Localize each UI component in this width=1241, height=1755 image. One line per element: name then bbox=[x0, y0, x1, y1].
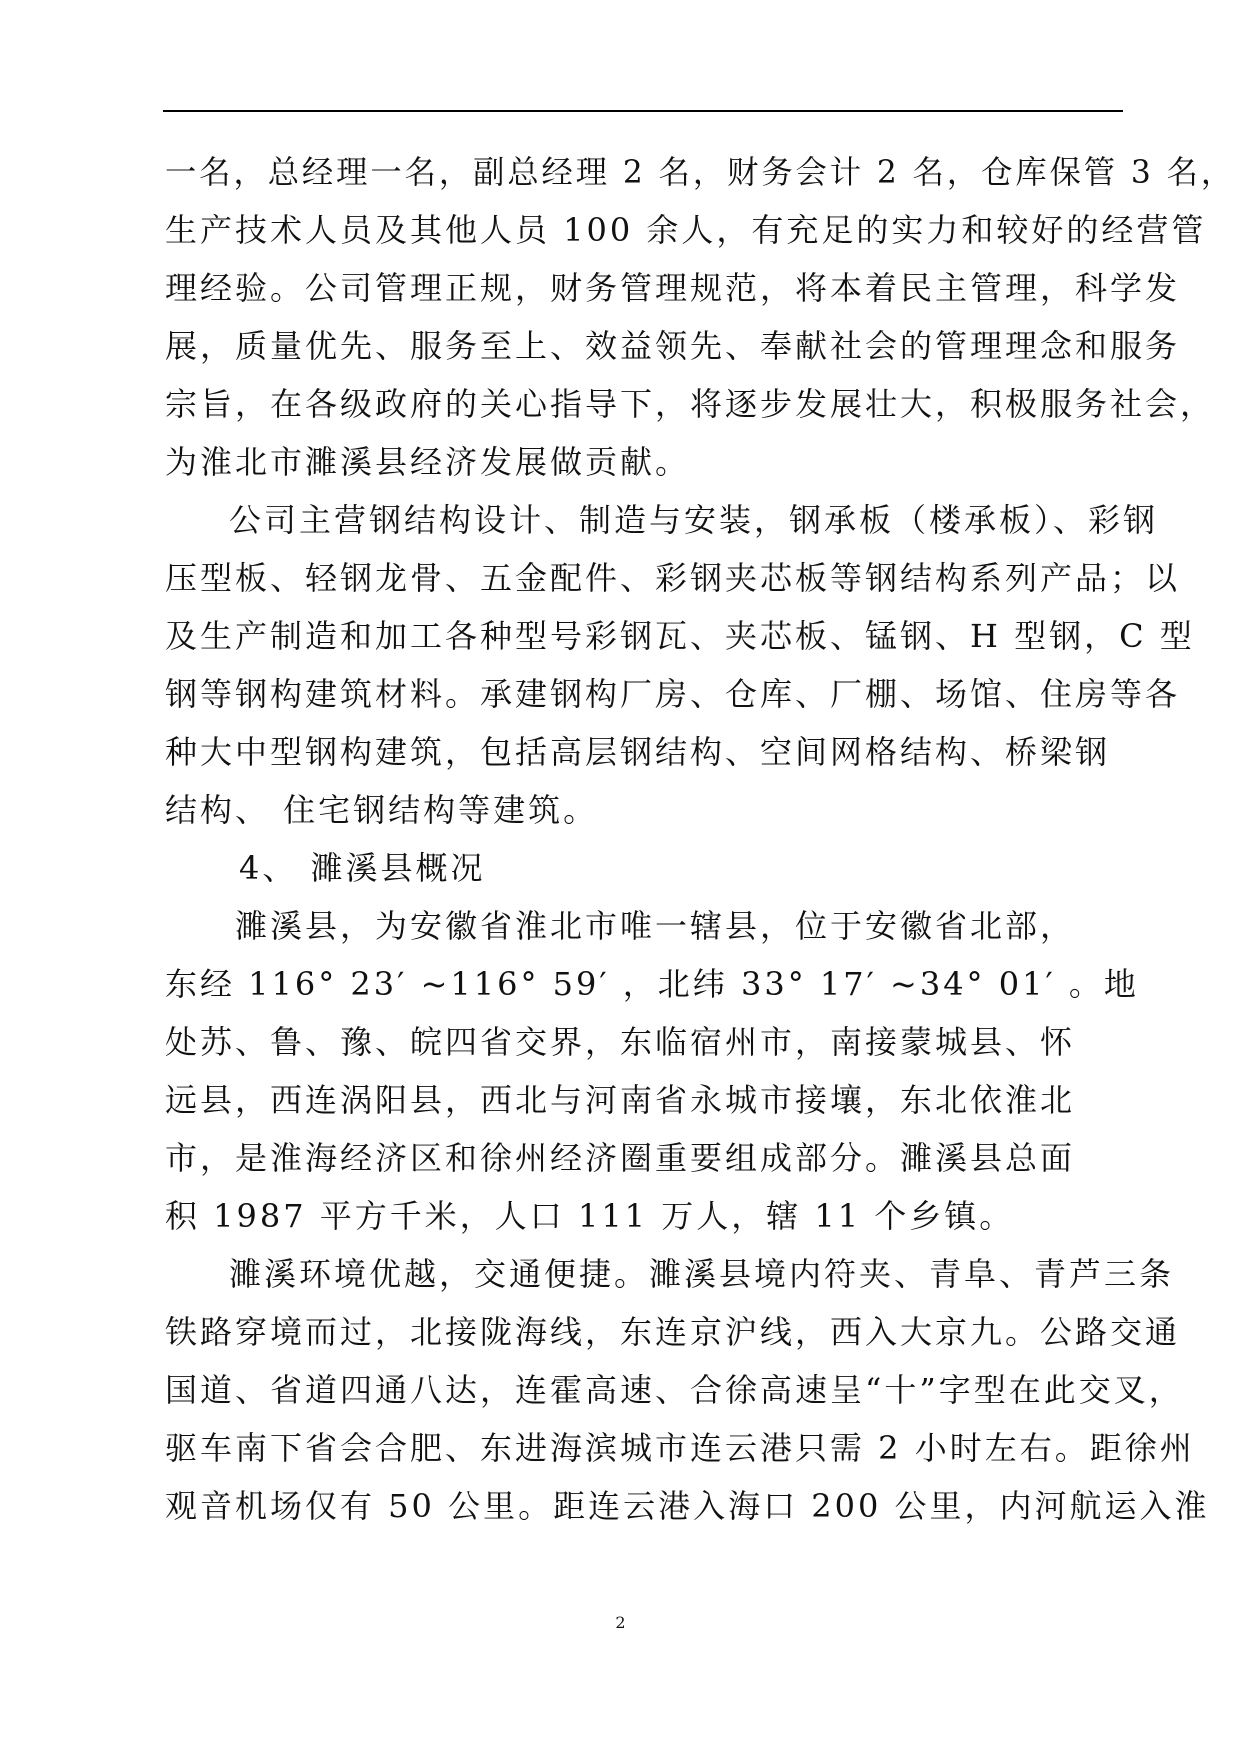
text-line: 国道、省道四通八达，连霍高速、合徐高速呈“十”字型在此交叉， bbox=[165, 1371, 1184, 1409]
text-line: 东经 116° 23′ ~116° 59′ ，北纬 33° 17′ ~34° 01′ 。地 bbox=[165, 965, 1139, 1003]
paragraph-first-line: 濉溪环境优越，交通便捷。濉溪县境内符夹、青阜、青芦三条 bbox=[229, 1255, 1175, 1293]
text-line: 处苏、鲁、豫、皖四省交界，东临宿州市，南接蒙城县、怀 bbox=[165, 1023, 1076, 1061]
text-line: 种大中型钢构建筑，包括高层钢结构、空间网格结构、桥梁钢 bbox=[165, 733, 1111, 771]
section-heading: 4、 濉溪县概况 bbox=[239, 849, 486, 887]
text-line: 远县，西连涡阳县，西北与河南省永城市接壤，东北依淮北 bbox=[165, 1081, 1076, 1119]
text-line: 市，是淮海经济区和徐州经济圈重要组成部分。濉溪县总面 bbox=[165, 1139, 1076, 1177]
text-line: 展，质量优先、服务至上、效益领先、奉献社会的管理理念和服务 bbox=[165, 327, 1181, 365]
paragraph-first-line: 濉溪县，为安徽省淮北市唯一辖县，位于安徽省北部， bbox=[235, 907, 1076, 945]
text-line: 铁路穿境而过，北接陇海线，东连京沪线，西入大京九。公路交通 bbox=[165, 1313, 1181, 1351]
text-line: 积 1987 平方千米，人口 111 万人，辖 11 个乡镇。 bbox=[165, 1197, 1015, 1235]
text-line: 及生产制造和加工各种型号彩钢瓦、夹芯板、锰钢、H 型钢，C 型 bbox=[165, 617, 1195, 655]
text-line: 为淮北市濉溪县经济发展做贡献。 bbox=[165, 443, 691, 481]
text-line: 观音机场仅有 50 公里。距连云港入海口 200 公里，内河航运入淮 bbox=[165, 1487, 1210, 1525]
text-line: 压型板、轻钢龙骨、五金配件、彩钢夹芯板等钢结构系列产品；以 bbox=[165, 559, 1181, 597]
header-rule bbox=[163, 110, 1123, 112]
text-line: 一名，总经理一名，副总经理 2 名，财务会计 2 名，仓库保管 3 名， bbox=[165, 153, 1236, 191]
text-line: 结构、 住宅钢结构等建筑。 bbox=[165, 791, 599, 829]
page-number: 2 bbox=[615, 1613, 626, 1632]
text-line: 生产技术人员及其他人员 100 余人，有充足的实力和较好的经营管 bbox=[165, 211, 1207, 249]
paragraph-first-line: 公司主营钢结构设计、制造与安装，钢承板（楼承板）、彩钢 bbox=[229, 501, 1159, 539]
text-line: 宗旨，在各级政府的关心指导下，将逐步发展壮大，积极服务社会， bbox=[165, 385, 1216, 423]
text-line: 驱车南下省会合肥、东进海滨城市连云港只需 2 小时左右。距徐州 bbox=[165, 1429, 1195, 1467]
text-line: 理经验。公司管理正规，财务管理规范，将本着民主管理，科学发 bbox=[165, 269, 1181, 307]
text-line: 钢等钢构建筑材料。承建钢构厂房、仓库、厂棚、场馆、住房等各 bbox=[165, 675, 1181, 713]
